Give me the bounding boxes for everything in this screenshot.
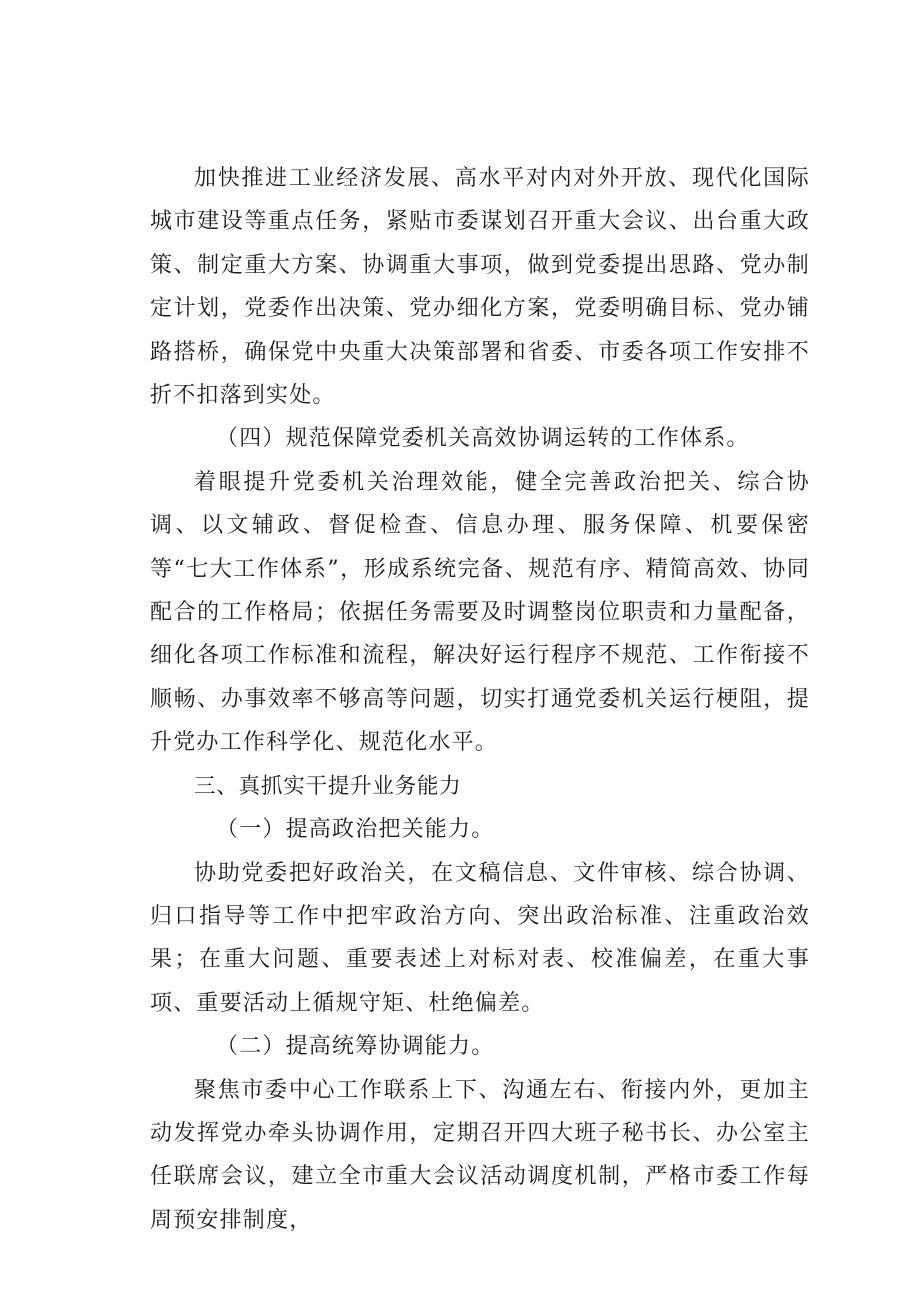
subheading-two: （二）提高统筹协调能力。 [216,1034,495,1060]
subheading-four: （四）规范保障党委机关高效协调运转的工作体系。 [216,426,750,452]
body-paragraph: 着眼提升党委机关治理效能，健全完善政治把关、综合协调、以文辅政、督促检查、信息办理、服务保障、机要保密等“七大工作体系”，形成系统完备、规范有序、精简高效、协同配合的工作格局；依据任务需要及时调整岗位职责和力量配备，细化各项工作标准和流程，解决好运行程序不规范、工作衔接不顺畅、办事效率不够高等问题，切实打通党委机关运行梗阻，提升党办工作科学化、规范化水平。 [150,469,810,756]
section-heading-three: 三、真抓实干提升业务能力 [194,773,462,799]
body-paragraph: 加快推进工业经济发展、高水平对内对外开放、现代化国际城市建设等重点任务，紧贴市委谋划召开重大会议、出台重大政策、制定重大方案、协调重大事项，做到党委提出思路、党办制定计划，党委作出决策、党办细化方案，党委明确目标、党办铺路搭桥，确保党中央重大决策部署和省委、市委各项工作安排不折不扣落到实处。 [150,166,810,409]
body-paragraph: 协助党委把好政治关，在文稿信息、文件审核、综合协调、归口指导等工作中把牢政治方向、突出政治标准、注重政治效果；在重大问题、重要表述上对标对表、校准偏差，在重大事项、重要活动上循规守矩、杜绝偏差。 [150,860,810,1016]
document-body [150,157,810,1242]
body-paragraph: 聚焦市委中心工作联系上下、沟通左右、衔接内外，更加主动发挥党办牵头协调作用，定期召开四大班子秘书长、办公室主任联席会议，建立全市重大会议活动调度机制，严格市委工作每周预安排制度， [150,1077,810,1233]
subheading-one: （一）提高政治把关能力。 [216,817,495,843]
